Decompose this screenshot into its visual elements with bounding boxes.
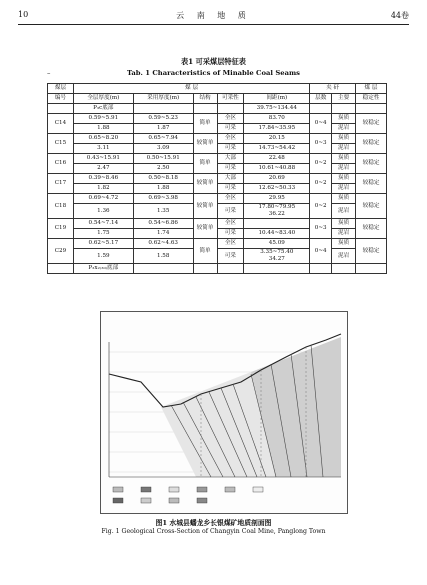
seam-row-sub (48, 184, 387, 194)
volume-label: 44卷 (390, 11, 409, 20)
header-interlayer: 夹 矸 (310, 84, 356, 94)
table-header-row-1 (48, 84, 387, 94)
header-coal: 煤 层 (73, 84, 309, 94)
structure: 简单 (193, 239, 217, 264)
lithology-1: 炭质 (332, 134, 356, 144)
stability: 较稳定 (356, 219, 387, 239)
minability-1: 全区 (217, 114, 244, 124)
lithology-2: 泥岩 (332, 249, 356, 264)
seam-id: C19 (48, 219, 74, 239)
bottom-marker-row (48, 264, 387, 274)
spacing-avg (244, 219, 310, 229)
seam-row-sub (48, 124, 387, 134)
mined-thickness-range: 0.65~7.94 (133, 134, 193, 144)
page-number: 10 (18, 10, 29, 19)
lithology-1: 炭质 (332, 174, 356, 184)
spacing-avg: 83.70 (244, 114, 310, 124)
full-thickness-avg: 1.59 (73, 249, 133, 264)
minability-1: 全区 (217, 194, 244, 204)
stability: 较稳定 (356, 239, 387, 264)
mined-thickness-range: 0.59~5.23 (133, 114, 193, 124)
full-thickness-range: 0.62~5.17 (73, 239, 133, 249)
lithology-2: 泥岩 (332, 124, 356, 134)
caption-dash: – (47, 69, 51, 77)
header-stability-2: 稳定性 (356, 94, 387, 104)
minability-2: 可采 (217, 184, 244, 194)
cross-section-figure (100, 311, 348, 514)
top-marker: P₃c底部 (73, 104, 133, 114)
minability-1: 大部 (217, 174, 244, 184)
full-thickness-range: 0.54~7.14 (73, 219, 133, 229)
full-thickness-range: 0.65~8.20 (73, 134, 133, 144)
stability: 较稳定 (356, 174, 387, 194)
mined-thickness-avg: 2.50 (133, 164, 193, 174)
interlayer-count: 0~4 (310, 239, 332, 264)
seam-row (48, 194, 387, 204)
full-thickness-avg: 3.11 (73, 144, 133, 154)
minability-2: 可采 (217, 204, 244, 219)
header-structure: 结构 (193, 94, 217, 104)
structure: 较简单 (193, 174, 217, 194)
full-thickness-avg: 2.47 (73, 164, 133, 174)
spacing-range (244, 204, 310, 219)
interlayer-count: 0~4 (310, 114, 332, 134)
spacing-range: 17.84~35.95 (244, 124, 310, 134)
mined-thickness-avg: 1.58 (133, 249, 193, 264)
stability: 较稳定 (356, 114, 387, 134)
spacing-range: 10.44~83.40 (244, 229, 310, 239)
spacing-range (244, 249, 310, 264)
interlayer-count: 0~3 (310, 134, 332, 154)
full-thickness-avg: 1.36 (73, 204, 133, 219)
minability-2: 可采 (217, 164, 244, 174)
header-layers: 层数 (310, 94, 332, 104)
full-thickness-range: 0.59~5.91 (73, 114, 133, 124)
interlayer-count: 0~3 (310, 219, 332, 239)
spacing-after: 34.27 (268, 256, 285, 262)
spacing-first: 39.75~134.44 (244, 104, 310, 114)
minability-1: 大部 (217, 154, 244, 164)
full-thickness-avg: 1.82 (73, 184, 133, 194)
interlayer-count: 0~2 (310, 174, 332, 194)
stability: 较稳定 (356, 154, 387, 174)
spacing-avg: 45.09 (244, 239, 310, 249)
minability-2: 可采 (217, 229, 244, 239)
header-main: 主要 (332, 94, 356, 104)
interlayer-count: 0~2 (310, 194, 332, 219)
mined-thickness-range: 0.50~15.91 (133, 154, 193, 164)
lithology-1: 炭质 (332, 114, 356, 124)
full-thickness-range: 0.39~8.46 (73, 174, 133, 184)
seam-id: C18 (48, 194, 74, 219)
minability-1: 全区 (217, 219, 244, 229)
mined-thickness-avg: 1.87 (133, 124, 193, 134)
seam-row (48, 114, 387, 124)
bottom-marker: P₃x₂₍₃₀₎底部 (73, 264, 133, 274)
spacing-avg: 29.95 (244, 194, 310, 204)
top-marker-row (48, 104, 387, 114)
header-spacing: 间距(m) (244, 94, 310, 104)
minability-1: 全区 (217, 134, 244, 144)
mined-thickness-avg: 1.35 (133, 204, 193, 219)
full-thickness-range: 0.43~15.91 (73, 154, 133, 164)
stability: 较稳定 (356, 134, 387, 154)
lithology-1: 炭质 (332, 219, 356, 229)
lithology-1: 炭质 (332, 239, 356, 249)
structure: 简单 (193, 154, 217, 174)
minability-2: 可采 (217, 144, 244, 154)
structure: 较简单 (193, 219, 217, 239)
stability: 较稳定 (356, 194, 387, 219)
header-full-thickness: 全层厚度(m) (73, 94, 133, 104)
seam-row (48, 239, 387, 249)
mined-thickness-avg: 1.74 (133, 229, 193, 239)
header-seam-no: 编号 (48, 94, 74, 104)
lithology-1: 炭质 (332, 194, 356, 204)
header-mined-thickness: 采用厚度(m) (133, 94, 193, 104)
full-thickness-range: 0.69~4.72 (73, 194, 133, 204)
interlayer-count: 0~2 (310, 154, 332, 174)
mined-thickness-avg: 1.88 (133, 184, 193, 194)
structure: 较简单 (193, 194, 217, 219)
seam-row (48, 154, 387, 164)
table-header-row-2 (48, 94, 387, 104)
header-minability: 可采性 (217, 94, 244, 104)
mined-thickness-range: 0.54~6.86 (133, 219, 193, 229)
spacing-avg: 20.15 (244, 134, 310, 144)
lithology-1: 炭质 (332, 154, 356, 164)
coal-seam-table (47, 83, 387, 274)
table-caption-zh: 表1 可采煤层特征表 (180, 57, 246, 66)
journal-title: 云 南 地 质 (176, 11, 251, 20)
lithology-2: 泥岩 (332, 204, 356, 219)
spacing-range-text: 17.80~79.95 (258, 204, 296, 210)
structure: 较简单 (193, 134, 217, 154)
seam-row-sub (48, 249, 387, 264)
figure-caption-en: Fig. 1 Geological Cross-Section of Changyin Coal Mine, Panglong Town (101, 528, 326, 535)
lithology-2: 泥岩 (332, 184, 356, 194)
structure: 简单 (193, 114, 217, 134)
seam-id: C29 (48, 239, 74, 264)
spacing-range: 14.73~54.42 (244, 144, 310, 154)
seam-id: C14 (48, 114, 74, 134)
seam-row (48, 219, 387, 229)
mined-thickness-avg: 3.09 (133, 144, 193, 154)
minability-1: 全区 (217, 239, 244, 249)
header-seam: 煤层 (48, 84, 74, 94)
lithology-2: 泥岩 (332, 144, 356, 154)
full-thickness-avg: 1.88 (73, 124, 133, 134)
seam-id: C15 (48, 134, 74, 154)
cross-section-drawing (101, 312, 347, 513)
seam-rows (48, 114, 387, 264)
seam-row-sub (48, 164, 387, 174)
spacing-range: 10.61~40.88 (244, 164, 310, 174)
spacing-avg: 20.69 (244, 174, 310, 184)
page-header (18, 10, 409, 24)
spacing-range: 12.62~50.33 (244, 184, 310, 194)
seam-row (48, 174, 387, 184)
header-stability: 煤 层 (356, 84, 387, 94)
seam-id: C16 (48, 154, 74, 174)
seam-row-sub (48, 144, 387, 154)
table-caption-en: Tab. 1 Characteristics of Minable Coal Seams (126, 69, 301, 77)
spacing-after: 36.22 (268, 211, 285, 217)
seam-row (48, 134, 387, 144)
header-rule (18, 24, 409, 25)
seam-row-sub (48, 204, 387, 219)
spacing-avg: 22.48 (244, 154, 310, 164)
lithology-2: 泥岩 (332, 164, 356, 174)
minability-2: 可采 (217, 124, 244, 134)
mined-thickness-range: 0.69~3.98 (133, 194, 193, 204)
seam-id: C17 (48, 174, 74, 194)
minability-2: 可采 (217, 249, 244, 264)
mined-thickness-range: 0.50~8.18 (133, 174, 193, 184)
spacing-range-text: 3.35~75.40 (260, 249, 294, 255)
seam-row-sub (48, 229, 387, 239)
lithology-2: 泥岩 (332, 229, 356, 239)
full-thickness-avg: 1.75 (73, 229, 133, 239)
mined-thickness-range: 0.62~4.63 (133, 239, 193, 249)
figure-caption-zh: 图1 水城县蟠龙乡长银煤矿地质剖面图 (155, 519, 272, 527)
